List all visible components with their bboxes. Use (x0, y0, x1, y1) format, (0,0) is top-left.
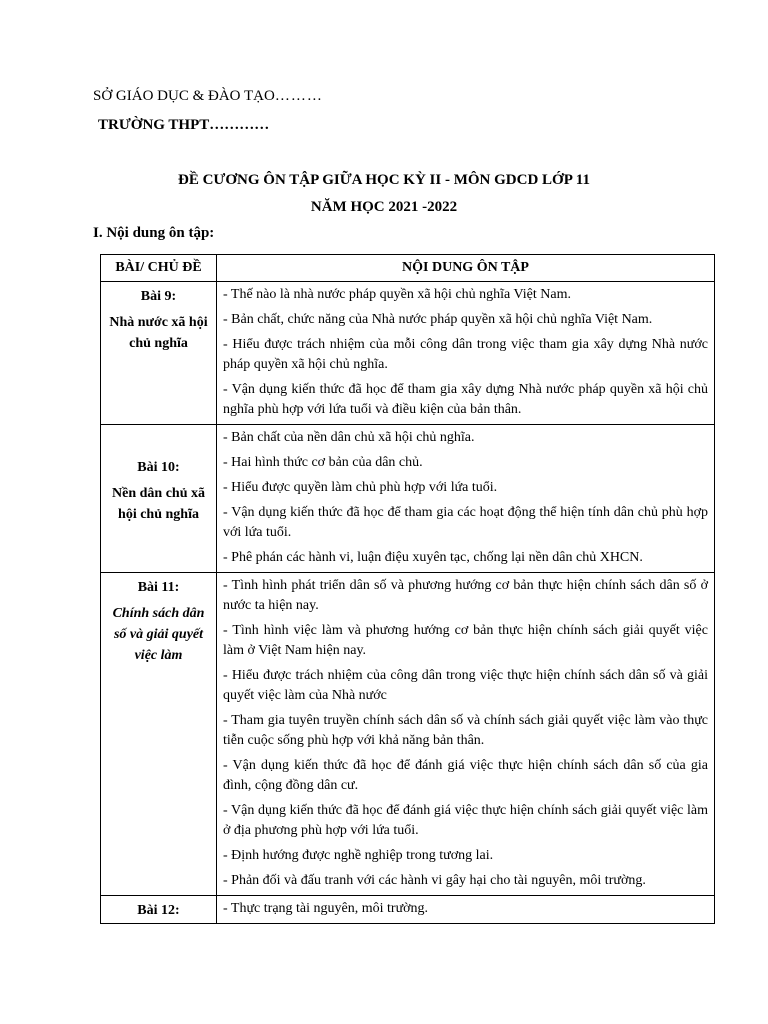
section-heading: I. Nội dung ôn tập: (93, 225, 215, 241)
col-header-lesson: BÀI/ CHỦ ĐỀ (101, 255, 217, 282)
lesson-name: Chính sách dân số và giải quyết việc làm (112, 606, 205, 663)
lesson-name: Nhà nước xã hội chủ nghĩa (109, 315, 208, 351)
review-outline-table (100, 254, 715, 924)
content-item: - Hiểu được quyền làm chủ phù hợp với lứa tuổi. (223, 480, 498, 495)
lesson-name: Nền dân chủ xã hội chủ nghĩa (112, 485, 205, 522)
lesson-cell (101, 896, 217, 924)
document-title: ĐỀ CƯƠNG ÔN TẬP GIỮA HỌC KỲ II - MÔN GDCD LỚP 11 (178, 172, 590, 188)
content-item: - Bản chất của nền dân chủ xã hội chủ nghĩa. (223, 430, 475, 445)
content-item: - Vận dụng kiến thức đã học để tham gia xây dựng Nhà nước pháp quyền xã hội chủ nghĩa phù hợp với lứa tuổi và điều kiện của bản thân. (223, 382, 708, 417)
content-item: - Phản đối và đấu tranh với các hành vi gây hại cho tài nguyên, môi trường. (223, 873, 646, 888)
content-item: - Hai hình thức cơ bản của dân chủ. (223, 455, 423, 470)
content-item: - Tình hình phát triển dân số và phương hướng cơ bản thực hiện chính sách dân số ở nước ta hiện nay. (223, 578, 708, 613)
content-item: - Định hướng được nghề nghiệp trong tương lai. (223, 848, 494, 863)
content-item: - Tình hình việc làm và phương hướng cơ bản thực hiện chính sách giải quyết việc làm ở Việt Nam hiện nay. (223, 623, 708, 658)
lesson-number: Bài 11: (137, 580, 180, 595)
department-name: SỞ GIÁO DỤC & ĐÀO TẠO (93, 88, 275, 104)
table-row (101, 896, 715, 924)
department-dots: ……… (274, 88, 323, 104)
content-item: - Vận dụng kiến thức đã học để đánh giá việc thực hiện chính sách dân số của gia đình, cộng đồng dân cư. (223, 758, 708, 793)
content-cell (217, 282, 715, 425)
content-item: - Vận dụng kiến thức đã học để đánh giá việc thực hiện chính sách giải quyết việc làm ở địa phương phù hợp với lứa tuổi. (223, 803, 708, 838)
content-item: - Vận dụng kiến thức đã học để tham gia các hoạt động thể hiện tính dân chủ phù hợp với lứa tuổi. (223, 505, 708, 540)
table-header-row (101, 255, 715, 282)
table-row (101, 282, 715, 425)
table-row (101, 573, 715, 896)
school-name: TRƯỜNG THPT………… (98, 117, 270, 133)
content-item: - Thực trạng tài nguyên, môi trường. (223, 901, 429, 916)
content-cell (217, 573, 715, 896)
school-year: NĂM HỌC 2021 -2022 (310, 199, 458, 215)
content-cell (217, 425, 715, 573)
content-item: - Thế nào là nhà nước pháp quyền xã hội chủ nghĩa Việt Nam. (223, 287, 571, 302)
lesson-cell (101, 282, 217, 425)
lesson-number: Bài 10: (137, 459, 180, 475)
lesson-number: Bài 12: (137, 903, 180, 918)
content-item: - Bản chất, chức năng của Nhà nước pháp quyền xã hội chủ nghĩa Việt Nam. (223, 312, 653, 327)
content-item: - Hiểu được trách nhiệm của mỗi công dân trong việc tham gia xây dựng Nhà nước pháp quyền xã hội chủ nghĩa. (223, 337, 708, 372)
content-item: - Phê phán các hành vi, luận điệu xuyên tạc, chống lại nền dân chủ XHCN. (223, 550, 643, 565)
lesson-number: Bài 9: (140, 289, 177, 304)
lesson-cell (101, 573, 217, 896)
content-cell (217, 896, 715, 924)
department-line (93, 88, 323, 105)
content-item: - Tham gia tuyên truyền chính sách dân số và chính sách giải quyết việc làm vào thực tiễn cuộc sống phù hợp với khả năng bản thân. (223, 713, 708, 748)
table-row (101, 425, 715, 573)
content-item: - Hiểu được trách nhiệm của công dân trong việc thực hiện chính sách dân số và giải quyết việc làm của Nhà nước (223, 668, 708, 703)
lesson-cell (101, 425, 217, 573)
col-header-content: NỘI DUNG ÔN TẬP (217, 255, 715, 282)
